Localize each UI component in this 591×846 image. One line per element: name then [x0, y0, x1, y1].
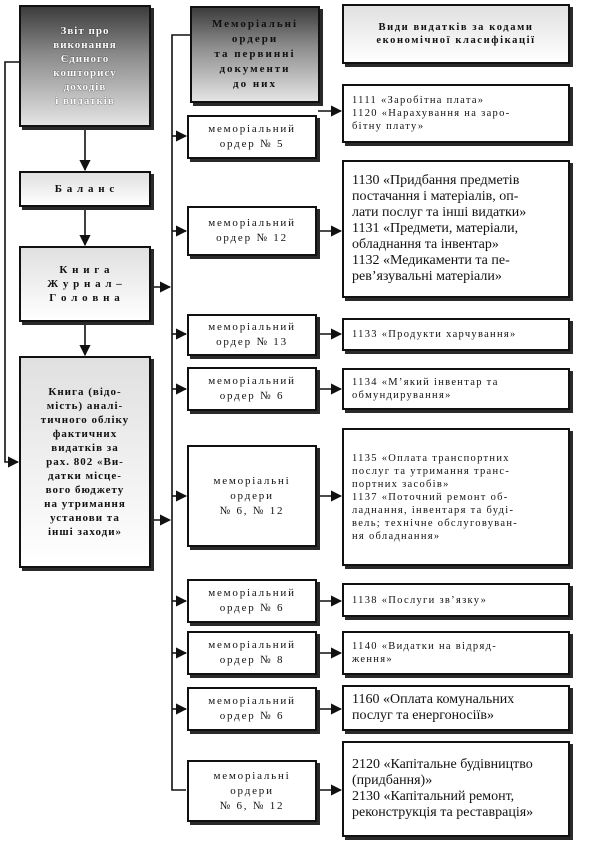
- order-label-1: меморіальний ордер № 5: [208, 123, 296, 150]
- code-label-5: 1135 «Оплата транспортних послуг та утримання транс- портних засобів» 1137 «Поточний ремонт об- ладнання, інвентаря та буді- вель; технічне обслуговуван- ня обладнання»: [352, 452, 519, 542]
- code-box-4: [342, 368, 570, 410]
- order-box-2: [187, 206, 317, 256]
- order-label-5: меморіальні ордери № 6, № 12: [213, 474, 291, 517]
- order-box-5: [187, 445, 317, 547]
- right-header-box: [342, 4, 570, 64]
- journal-box: [19, 246, 151, 322]
- code-box-6: [342, 583, 570, 617]
- balance-label: Б а л а н с: [54, 183, 116, 195]
- balance-box: [19, 171, 151, 207]
- code-box-8: [342, 685, 570, 731]
- order-box-9: [187, 760, 317, 822]
- order-box-7: [187, 631, 317, 675]
- code-label-4: 1134 «М’який інвентар та обмундирування»: [352, 377, 499, 401]
- code-box-3: [342, 318, 570, 351]
- order-label-9: меморіальні ордери № 6, № 12: [213, 769, 291, 812]
- order-box-6: [187, 579, 317, 623]
- order-label-8: меморіальний ордер № 6: [208, 695, 296, 722]
- code-box-7: [342, 631, 570, 675]
- order-label-2: меморіальний ордер № 12: [208, 217, 296, 244]
- code-label-2: 1130 «Придбання предметів постачання і матеріалів, оп- лати послуг та інші видатки» 1131 «Предмети, матеріали, обладнання та інвентар» 1132 «Медикаменти та пе- рев’язувальні матеріали»: [352, 173, 527, 284]
- book-label: Книга (відо- мість) аналі- тичного обліку фактичних видатків за рах. 802 «Ви- датки місце- вого бюджету на утримання установи та інші заходи»: [40, 386, 130, 538]
- order-label-7: меморіальний ордер № 8: [208, 639, 296, 666]
- order-box-4: [187, 367, 317, 411]
- book-box: [19, 356, 151, 568]
- code-label-1: 1111 «Заробітна плата» 1120 «Нарахування на заро- бітну плату»: [352, 95, 511, 132]
- middle-header-label: Меморіальні ордери та первинні документи до них: [211, 18, 299, 90]
- code-label-9: 2120 «Капітальне будівництво (придбання)» 2130 «Капітальний ремонт, реконструкція та реставрація»: [352, 757, 534, 820]
- code-label-3: 1133 «Продукти харчування»: [352, 329, 517, 340]
- arrow-report-to-book-bracket: [5, 62, 19, 462]
- code-box-1: [342, 84, 570, 143]
- report-label: Звіт про виконання Єдиного кошторису доходів і видатків: [53, 25, 117, 107]
- code-label-8: 1160 «Оплата комунальних послуг та енергоносіїв»: [352, 692, 515, 723]
- order-box-3: [187, 314, 317, 356]
- order-box-8: [187, 687, 317, 731]
- journal-label: К н и г а Ж у р н а л – Г о л о в н а: [47, 264, 123, 304]
- order-label-4: меморіальний ордер № 6: [208, 375, 296, 402]
- middle-header-box: [190, 6, 320, 103]
- code-box-9: [342, 741, 570, 837]
- report-box: [19, 5, 151, 127]
- order-box-1: [187, 115, 317, 159]
- code-box-5: [342, 428, 570, 566]
- code-label-6: 1138 «Послуги зв’язку»: [352, 594, 488, 606]
- code-box-2: [342, 160, 570, 298]
- order-label-6: меморіальний ордер № 6: [208, 587, 296, 614]
- right-header-label: Види видатків за кодами економічної класифікації: [376, 22, 536, 46]
- code-label-7: 1140 «Видатки на відряд- ження»: [352, 641, 498, 665]
- order-label-3: меморіальний ордер № 13: [208, 321, 296, 348]
